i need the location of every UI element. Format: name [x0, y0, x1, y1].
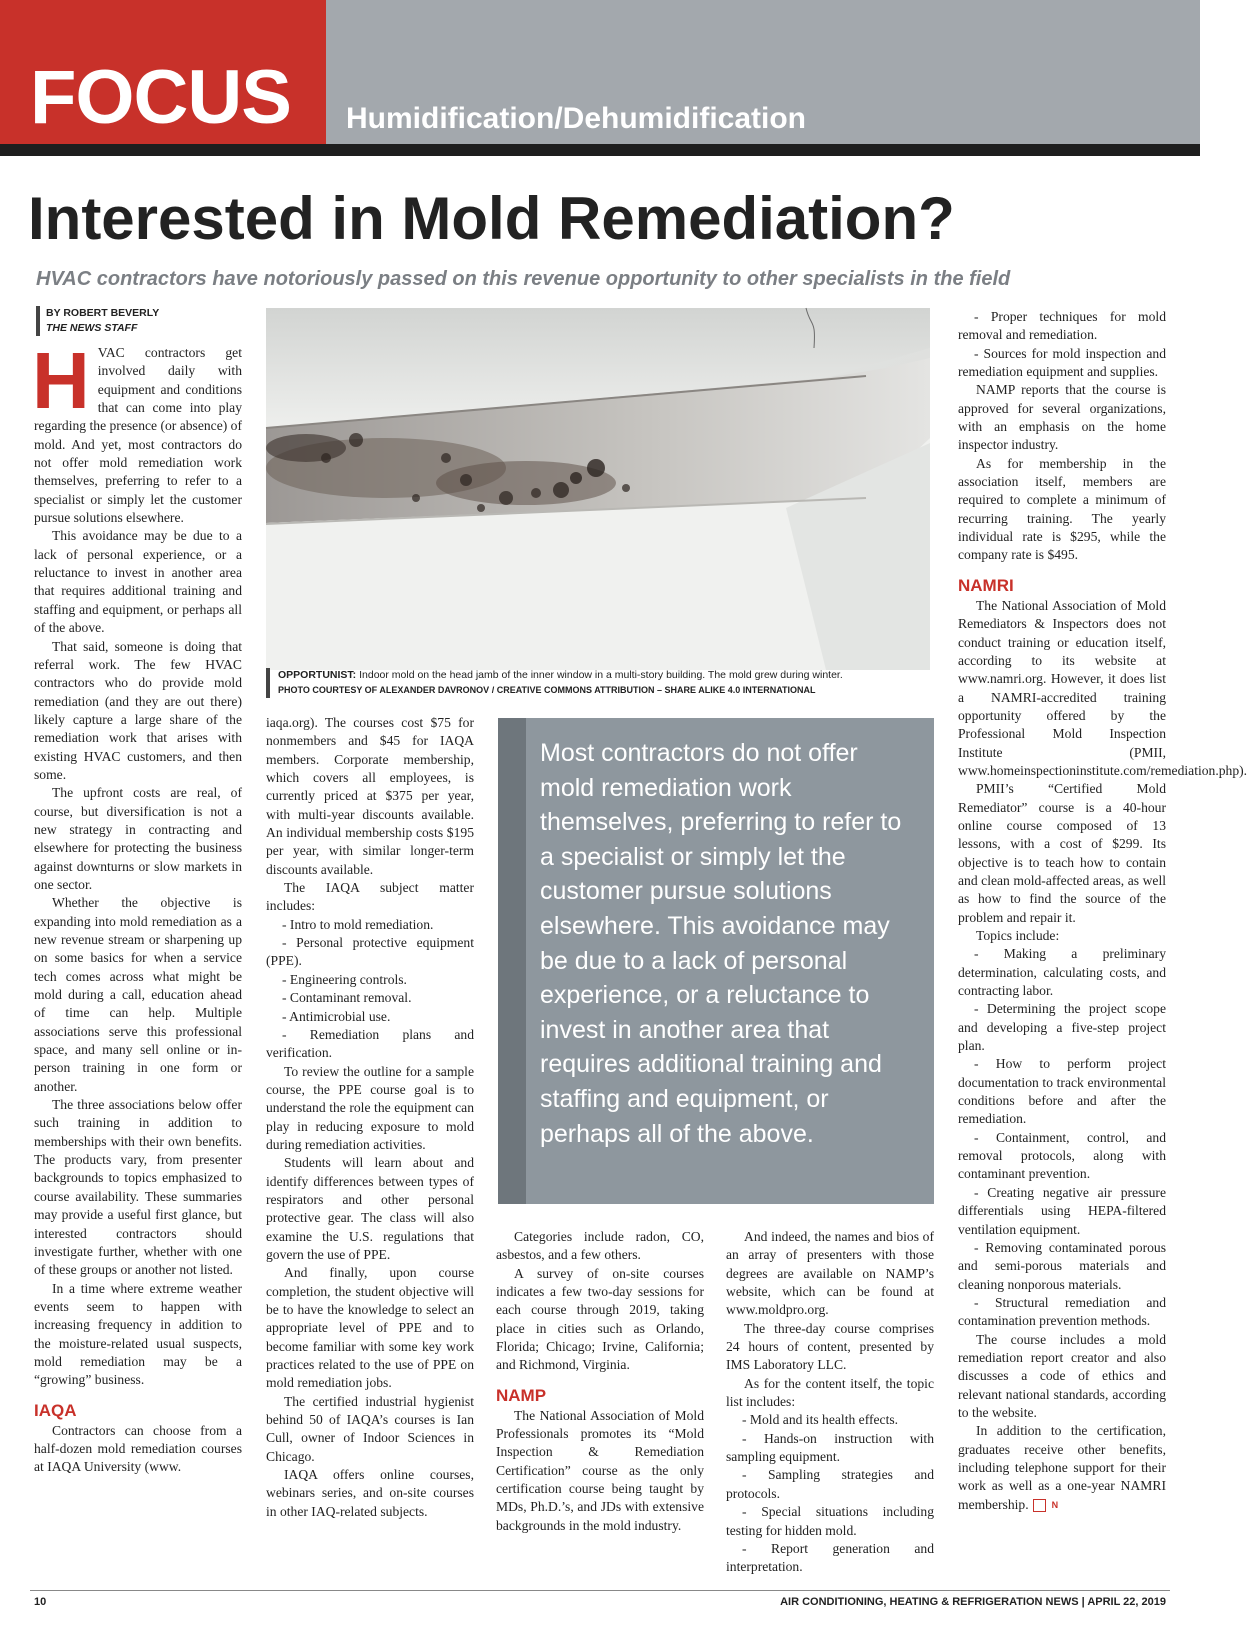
- list-item: - Contaminant removal.: [282, 990, 412, 1006]
- list-item: - Proper techniques for mold removal and remediation.: [958, 309, 1166, 343]
- pull-quote-bar: [498, 718, 526, 1204]
- paragraph: A survey of on-site courses indicates a few two-day sessions for each course through 2019, taking place in cities such as Orlando, Florida; Chicago; Irvine, California; and Richmond, Virginia.: [496, 1265, 704, 1373]
- list-item: - How to perform project documentation to track environmental conditions before and after the remediation.: [958, 1056, 1166, 1127]
- column-1: [32, 336, 242, 1477]
- paragraph: That said, someone is doing that referral work. The few HVAC contractors who do provide mold remediation (and they are out there) likely capture a large share of the remediation work that arises with existing HVAC customers, and then some.: [34, 638, 242, 782]
- list-item: - Personal protective equipment (PPE).: [266, 935, 474, 969]
- section-label: FOCUS: [30, 55, 291, 140]
- paragraph: As for the content itself, the topic list includes:: [726, 1375, 934, 1410]
- paragraph: PMII’s “Certified Mold Remediator” course is a 40-hour online course composed of 13 lessons, with a cost of $299. Its objective is to teach how to contain and clean mold-affected areas, as well as how to find the source of the problem and repair it.: [958, 781, 1166, 925]
- list-item: - Containment, control, and removal protocols, along with contaminant prevention.: [958, 1129, 1166, 1182]
- paragraph: Categories include radon, CO, asbestos, and a few others.: [496, 1229, 704, 1263]
- paragraph: Topics include:: [976, 928, 1060, 943]
- paragraph-text: In addition to the certification, graduates receive other benefits, including telephone support for their work as well as a one-year NAMRI membership.: [958, 1423, 1166, 1512]
- paragraph: The IAQA subject matter includes:: [266, 880, 474, 914]
- pull-quote-text: Most contractors do not offer mold remediation work themselves, preferring to refer to a specialist or simply let the customer pursue solutions elsewhere. This avoidance may be due to a lack of personal experience, or a reluctance to invest in another area that requires additional training and staffing and equipment, or perhaps all of the above.: [540, 739, 902, 1148]
- list-item: - Intro to mold remediation.: [282, 916, 434, 932]
- paragraph: [958, 1422, 1166, 1514]
- column-5: [958, 308, 1247, 1514]
- list-item: - Creating negative air pressure differentials using HEPA-filtered ventilation equipment.: [958, 1184, 1166, 1237]
- paragraph: The three associations below offer such training in addition to memberships with their own benefits. The products vary, from presenter backgrounds to topics emphasized to course availability. These summaries may provide a useful first glance, but interested contractors should investigate further, whether with one of these groups or another not listed.: [34, 1097, 242, 1278]
- list-item: - Making a preliminary determination, calculating costs, and contracting labor.: [958, 946, 1166, 999]
- paragraph: To review the outline for a sample course, the PPE course goal is to understand the role the equipment can play in reducing exposure to mold during remediation activities.: [266, 1063, 474, 1152]
- drop-cap: H: [32, 336, 90, 425]
- caption-lead: OPPORTUNIST:: [278, 669, 357, 681]
- list-item: - Mold and its health effects.: [742, 1412, 899, 1428]
- list-item: - Sampling strategies and protocols.: [726, 1467, 934, 1501]
- pull-quote: [498, 718, 934, 1204]
- paragraph: The National Association of Mold Remediators & Inspectors does not conduct training or education itself, according to its website at www.namri.org. However, it does list a NAMRI-accredited training opportunity offered by the Professional Mold Inspection Institute (PMII, www.homeinspectioninstitute.com/remediation.php).: [958, 597, 1247, 778]
- subhead-namp: NAMP: [496, 1385, 547, 1405]
- headline: Interested in Mold Remediation?: [28, 185, 955, 252]
- paragraph: In a time where extreme weather events seem to happen with increasing frequency in addition to the moisture-related usual suspects, mold remediation may be a “growing” business.: [34, 1280, 242, 1388]
- list-item: - Special situations including testing for hidden mold.: [726, 1504, 934, 1538]
- paragraph: IAQA offers online courses, webinars series, and on-site courses in other IAQ-related subjects.: [266, 1467, 474, 1519]
- subhead-iaqa: IAQA: [34, 1400, 77, 1420]
- publication-line: AIR CONDITIONING, HEATING & REFRIGERATION NEWS | APRIL 22, 2019: [780, 1596, 1166, 1608]
- end-mark-icon: N: [1033, 1499, 1046, 1512]
- byline-staff: THE NEWS STAFF: [46, 322, 138, 334]
- list-item: - Antimicrobial use.: [282, 1008, 391, 1024]
- list-item: - Determining the project scope and developing a five-step project plan.: [958, 1001, 1166, 1054]
- section-topic: Humidification/Dehumidification: [346, 102, 807, 135]
- banner-rule: [0, 144, 1200, 156]
- paragraph: The certified industrial hygienist behind 50 of IAQA’s courses is Ian Cull, owner of Indoor Sciences in Chicago.: [266, 1393, 474, 1464]
- paragraph: Students will learn about and identify differences between types of respirators and other personal protective gear. The class will also examine the U.S. regulations that govern the use of PPE.: [266, 1155, 474, 1262]
- paragraph: VAC contractors get involved daily with equipment and conditions that can come into play regarding the presence (or absence) of mold. And yet, most contractors do not offer mold remediation work themselves, preferring to refer to a specialist or simply let the customer pursue solutions elsewhere.: [34, 345, 242, 526]
- list-item: - Sources for mold inspection and remediation equipment and supplies.: [958, 345, 1166, 380]
- deck: HVAC contractors have notoriously passed on this revenue opportunity to other specialists in the field: [36, 268, 1011, 290]
- photo-credit: PHOTO COURTESY OF ALEXANDER DAVRONOV / CREATIVE COMMONS ATTRIBUTION – SHARE ALIKE 4.0 INTERNATIONAL: [278, 685, 816, 695]
- list-item: - Engineering controls.: [282, 971, 407, 987]
- list-item: - Hands-on instruction with sampling equipment.: [726, 1430, 934, 1465]
- page-number: 10: [34, 1596, 47, 1608]
- caption-text: Indoor mold on the head jamb of the inner window in a multi-story building. The mold grew during winter.: [359, 669, 843, 681]
- byline-author: BY ROBERT BEVERLY: [46, 307, 160, 319]
- paragraph: As for membership in the association itself, members are required to complete a minimum of recurring training. The yearly individual rate is $295, while the company rate is $495.: [958, 455, 1166, 563]
- column-4: [726, 1228, 934, 1577]
- mold-photo-image: [266, 308, 930, 670]
- column-2: [266, 714, 474, 1521]
- byline: [36, 306, 159, 336]
- list-item: - Remediation plans and verification.: [266, 1026, 474, 1061]
- paragraph: And finally, upon course completion, the student objective will be to have the knowledge to select an appropriate level of PPE and to become familiar with some key work practices related to the use of PPE on mold remediation jobs.: [266, 1265, 474, 1391]
- subhead-namri: NAMRI: [958, 575, 1014, 595]
- paragraph: And indeed, the names and bios of an array of presenters with those degrees are available on NAMP’s website, which can be found at www.moldpro.org.: [726, 1229, 934, 1318]
- paragraph: iaqa.org). The courses cost $75 for nonmembers and $45 for IAQA members. Corporate membership, which covers all employees, is currently priced at $375 per year, with multi-year discounts available. An individual membership costs $195 per year, with similar longer-term discounts available.: [266, 715, 474, 877]
- footer-rule: [30, 1590, 1170, 1591]
- paragraph: The National Association of Mold Professionals promotes its “Mold Inspection & Remediation Certification” course as the only certification course being taught by MDs, Ph.D.’s, and JDs with extensive backgrounds in the mold industry.: [496, 1407, 704, 1533]
- paragraph: The three-day course comprises 24 hours of content, presented by IMS Laboratory LLC.: [726, 1320, 934, 1373]
- paragraph: The course includes a mold remediation report creator and also discusses a code of ethics and relevant national standards, according to the website.: [958, 1331, 1166, 1420]
- photo-caption: [266, 668, 942, 698]
- list-item: - Structural remediation and contamination prevention methods.: [958, 1294, 1166, 1329]
- column-3: [496, 1228, 704, 1535]
- paragraph: The upfront costs are real, of course, but diversification is not a new strategy in contracting and elsewhere for protecting the business against downturns or slow markets in one sector.: [34, 785, 242, 892]
- list-item: - Removing contaminated porous and semi-porous materials and cleaning nonporous materials.: [958, 1239, 1166, 1292]
- mold-photo: [266, 308, 930, 670]
- paragraph: Contractors can choose from a half-dozen mold remediation courses at IAQA University (www.: [34, 1422, 242, 1475]
- list-item: - Report generation and interpretation.: [726, 1540, 934, 1575]
- paragraph: NAMP reports that the course is approved for several organizations, with an emphasis on the home inspector industry.: [958, 382, 1166, 453]
- paragraph: Whether the objective is expanding into mold remediation as a new revenue stream or sharpening up on some basics for when a service tech comes across what might be mold during a call, education ahead of time can help. Multiple associations serve this professional space, and many sell online or in-person training in one form or another.: [34, 895, 242, 1094]
- paragraph: This avoidance may be due to a lack of personal experience, or a reluctance to invest in another area that requires additional training and staffing and equipment, or perhaps all of the above.: [34, 528, 242, 636]
